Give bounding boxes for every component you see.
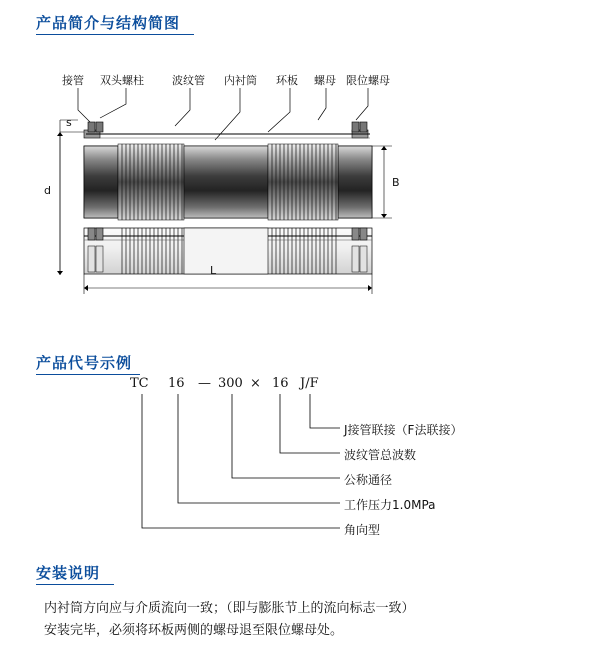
code-token-tc: TC	[130, 376, 149, 391]
structure-diagram	[0, 60, 600, 320]
structure-diagram-svg	[0, 60, 600, 320]
callout-label-bowenguan: 波纹管	[172, 74, 205, 87]
section-title-install: 安装说明	[36, 565, 101, 582]
code-note-wave-count: 波纹管总波数	[344, 448, 417, 462]
section-title-structure: 产品简介与结构简图	[36, 15, 181, 32]
code-note-nominal-diameter: 公称通径	[344, 473, 393, 487]
dimension-label-s: s	[66, 116, 72, 129]
callout-label-jieguan: 接管	[62, 74, 84, 87]
install-note	[44, 598, 564, 642]
section-rule-structure	[36, 34, 194, 35]
dimension-label-B: B	[392, 176, 400, 189]
callout-label-huanban: 环板	[276, 74, 298, 87]
section-title-code: 产品代号示例	[36, 355, 133, 372]
code-token-jf: J/F	[300, 376, 319, 391]
code-token-16a: 16	[168, 376, 185, 391]
dimension-label-d: d	[44, 184, 51, 197]
callout-label-xianweiluomu: 限位螺母	[346, 74, 390, 87]
section-rule-install	[36, 584, 114, 585]
code-note-type: 角向型	[344, 523, 381, 537]
install-note-line-2: 安装完毕，必须将环板两侧的螺母退至限位螺母处。	[44, 623, 344, 638]
callout-label-luomu: 螺母	[314, 74, 336, 87]
code-token-16b: 16	[272, 376, 289, 391]
callout-leaders	[78, 88, 368, 140]
code-note-connection: J接管联接（F法联接）	[344, 423, 463, 437]
section-rule-code	[36, 374, 140, 375]
code-token-dash: —	[198, 376, 211, 391]
callout-label-neichentong: 内衬筒	[224, 74, 257, 87]
code-example-svg	[0, 380, 600, 540]
install-note-line-1: 内衬筒方向应与介质流向一致；（即与膨胀节上的流向标志一致）	[44, 601, 415, 616]
code-note-working-pressure: 工作压力1.0MPa	[344, 498, 436, 512]
code-token-times: ×	[250, 376, 261, 391]
callout-label-shuangtouluozhu: 双头螺柱	[100, 74, 144, 87]
code-example-diagram	[0, 376, 600, 540]
dimension-label-L: L	[210, 264, 217, 277]
code-token-300: 300	[218, 376, 243, 391]
